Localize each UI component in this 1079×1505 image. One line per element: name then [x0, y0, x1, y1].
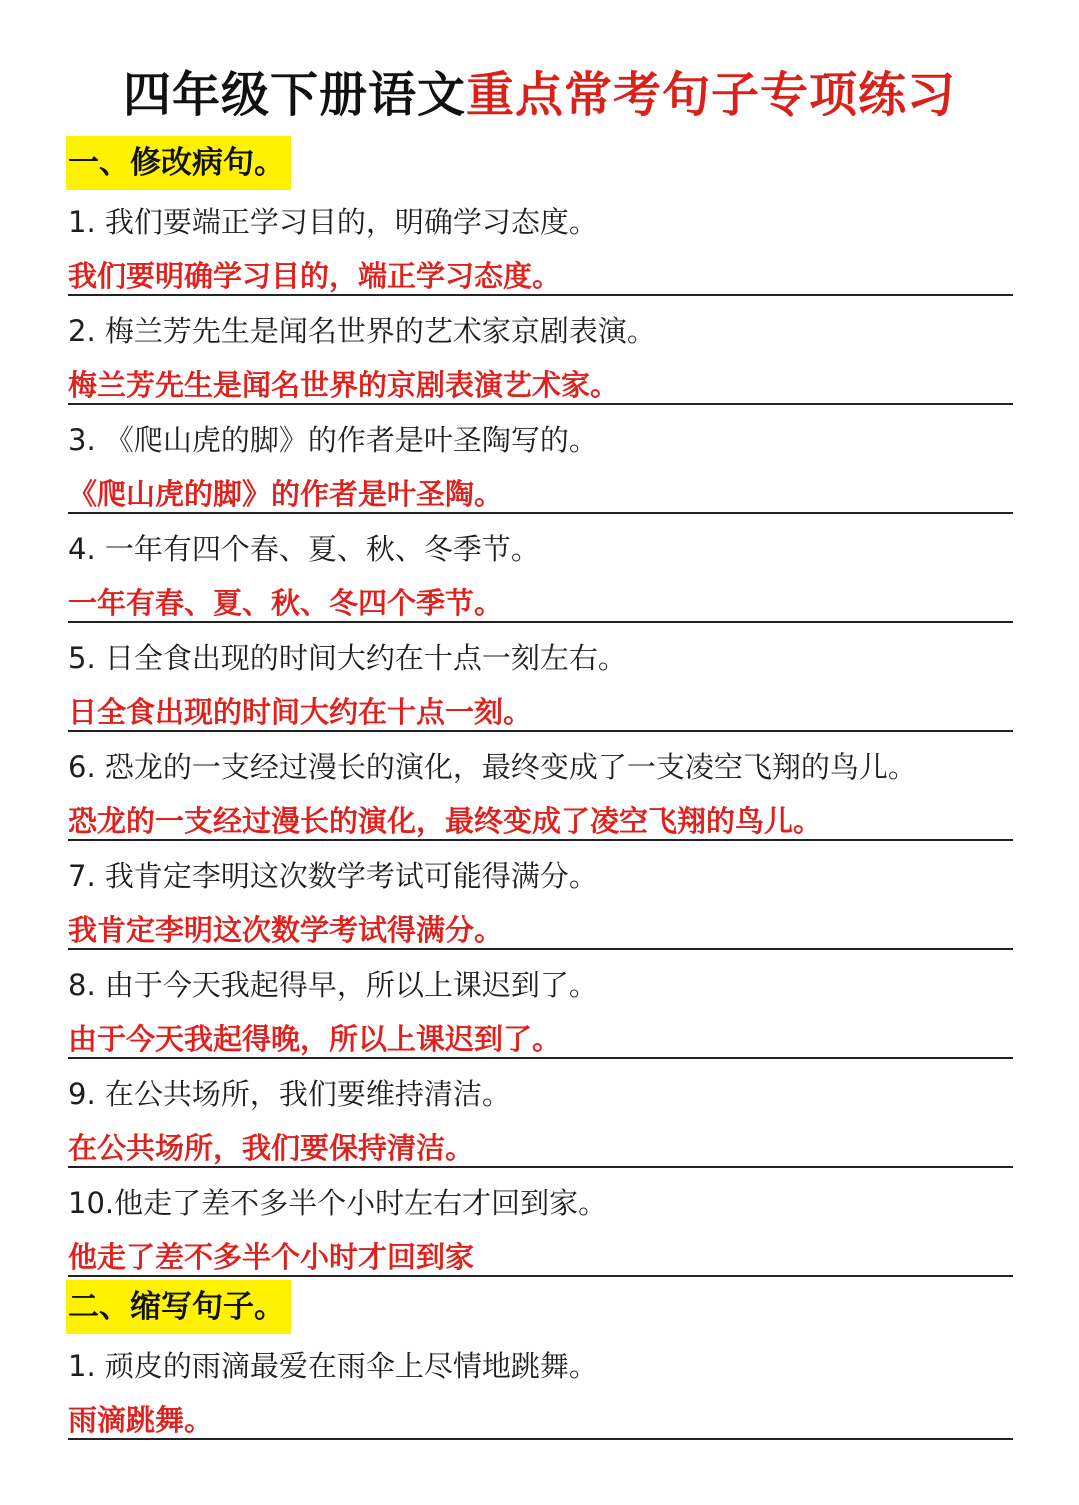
answer-line: [68, 403, 1013, 405]
question-3: 3. 《爬山虎的脚》的作者是叶圣陶写的。: [68, 423, 598, 457]
section-heading-correct-sentences: 一、修改病句。: [66, 136, 291, 190]
answer-7: 我肯定李明这次数学考试得满分。: [68, 913, 504, 947]
answer-line: [68, 294, 1013, 296]
answer-3: 《爬山虎的脚》的作者是叶圣陶。: [68, 477, 504, 511]
answer-6: 恐龙的一支经过漫长的演化，最终变成了凌空飞翔的鸟儿。: [68, 804, 823, 838]
answer-5: 日全食出现的时间大约在十点一刻。: [68, 695, 533, 729]
question-1: 1. 顽皮的雨滴最爱在雨伞上尽情地跳舞。: [68, 1349, 598, 1383]
question-7: 7. 我肯定李明这次数学考试可能得满分。: [68, 859, 598, 893]
answer-4: 一年有春、夏、秋、冬四个季节。: [68, 586, 504, 620]
answer-9: 在公共场所，我们要保持清洁。: [68, 1131, 475, 1165]
question-10: 10.他走了差不多半个小时左右才回到家。: [68, 1186, 608, 1220]
answer-8: 由于今天我起得晚，所以上课迟到了。: [68, 1022, 562, 1056]
answer-line: [68, 948, 1013, 950]
answer-line: [68, 1166, 1013, 1168]
question-2: 2. 梅兰芳先生是闻名世界的艺术家京剧表演。: [68, 314, 656, 348]
answer-line: [68, 1057, 1013, 1059]
question-6: 6. 恐龙的一支经过漫长的演化，最终变成了一支凌空飞翔的鸟儿。: [68, 750, 917, 784]
answer-2: 梅兰芳先生是闻名世界的京剧表演艺术家。: [68, 368, 620, 402]
answer-line: [68, 1275, 1013, 1277]
question-8: 8. 由于今天我起得早，所以上课迟到了。: [68, 968, 598, 1002]
question-9: 9. 在公共场所，我们要维持清洁。: [68, 1077, 511, 1111]
page-title: [0, 64, 1079, 126]
question-4: 4. 一年有四个春、夏、秋、冬季节。: [68, 532, 540, 566]
section-heading-condense-sentences: 二、缩写句子。: [66, 1280, 291, 1334]
answer-line: [68, 621, 1013, 623]
title-red: 重点常考句子专项练习: [466, 67, 957, 123]
question-1: 1. 我们要端正学习目的，明确学习态度。: [68, 205, 598, 239]
answer-1: 我们要明确学习目的，端正学习态度。: [68, 259, 562, 293]
answer-line: [68, 730, 1013, 732]
answer-line: [68, 1438, 1013, 1440]
answer-line: [68, 512, 1013, 514]
answer-10: 他走了差不多半个小时才回到家: [68, 1240, 475, 1274]
answer-1: 雨滴跳舞。: [68, 1403, 214, 1437]
title-black: 四年级下册语文: [122, 67, 466, 123]
question-5: 5. 日全食出现的时间大约在十点一刻左右。: [68, 641, 627, 675]
answer-line: [68, 839, 1013, 841]
